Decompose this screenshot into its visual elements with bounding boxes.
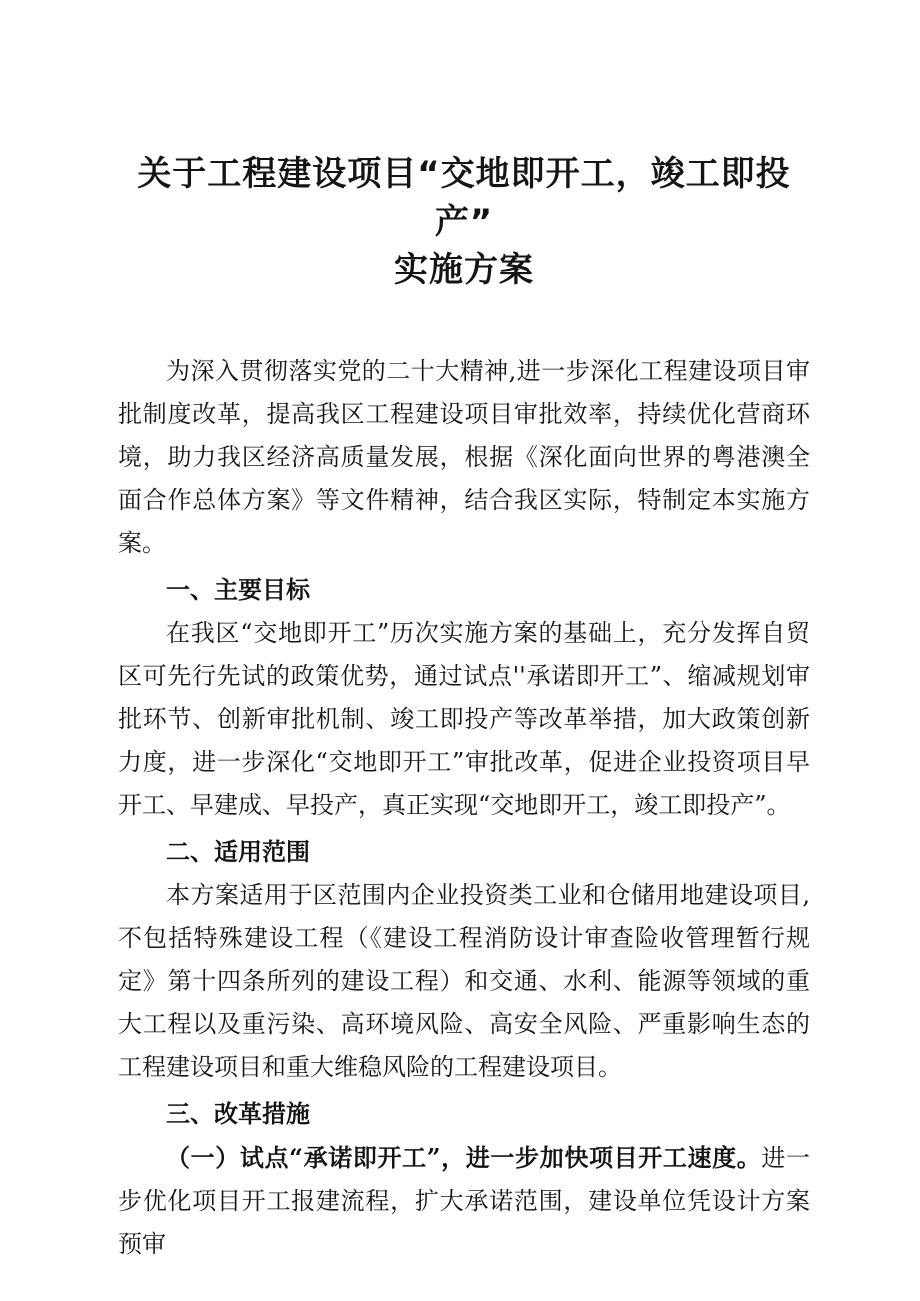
section-scope-paragraph: 本方案适用于区范围内企业投资类工业和仓储用地建设项目,不包括特殊建设工程（《建设工程消防设计审查险收管理暂行规定》第十四条所列的建设工程）和交通、水利、能源等领域的重大工程以及重污染、高环境风险、高安全风险、严重影响生态的工程建设项目和重大维稳风险的工程建设项目。 [118,881,810,1081]
document-title-line-2: 实施方案 [394,250,534,290]
intro-paragraph: 为深入贯彻落实党的二十大精神,进一步深化工程建设项目审批制度改革，提高我区工程建设项目审批效率，持续优化营商环境，助力我区经济高质量发展，根据《深化面向世界的粤港澳全面合作总体方案》等文件精神，结合我区实际，特制定本实施方案。 [118,357,810,557]
section-heading-reform-measures: 三、改革措施 [166,1100,310,1128]
section-heading-main-goals: 一、主要目标 [166,576,310,604]
section-main-goals-paragraph: 在我区“交地即开工”历次实施方案的基础上，充分发挥自贸区可先行先试的政策优势，通过试点''承诺即开工”、缩减规划审批环节、创新审批机制、竣工即投产等改革举措，加大政策创新力度，进一步深化“交地即开工”审批改革，促进企业投资项目早开工、早建成、早投产，真正实现“交地即开工，竣工即投产”。 [118,619,810,819]
section-reform-item-1-paragraph [118,1136,810,1266]
reform-item-1-lead: （一）试点“承诺即开工”，进一步加快项目开工速度。 [166,1143,762,1172]
section-heading-scope: 二、适用范围 [166,838,310,866]
document-title [118,150,810,294]
document-title-line-1: 关于工程建设项目“交地即开工，竣工即投产” [137,154,791,242]
reform-item-1-text: 进一步优化项目开工报建流程，扩大承诺范围，建设单位凭设计方案预审 [118,1144,811,1258]
